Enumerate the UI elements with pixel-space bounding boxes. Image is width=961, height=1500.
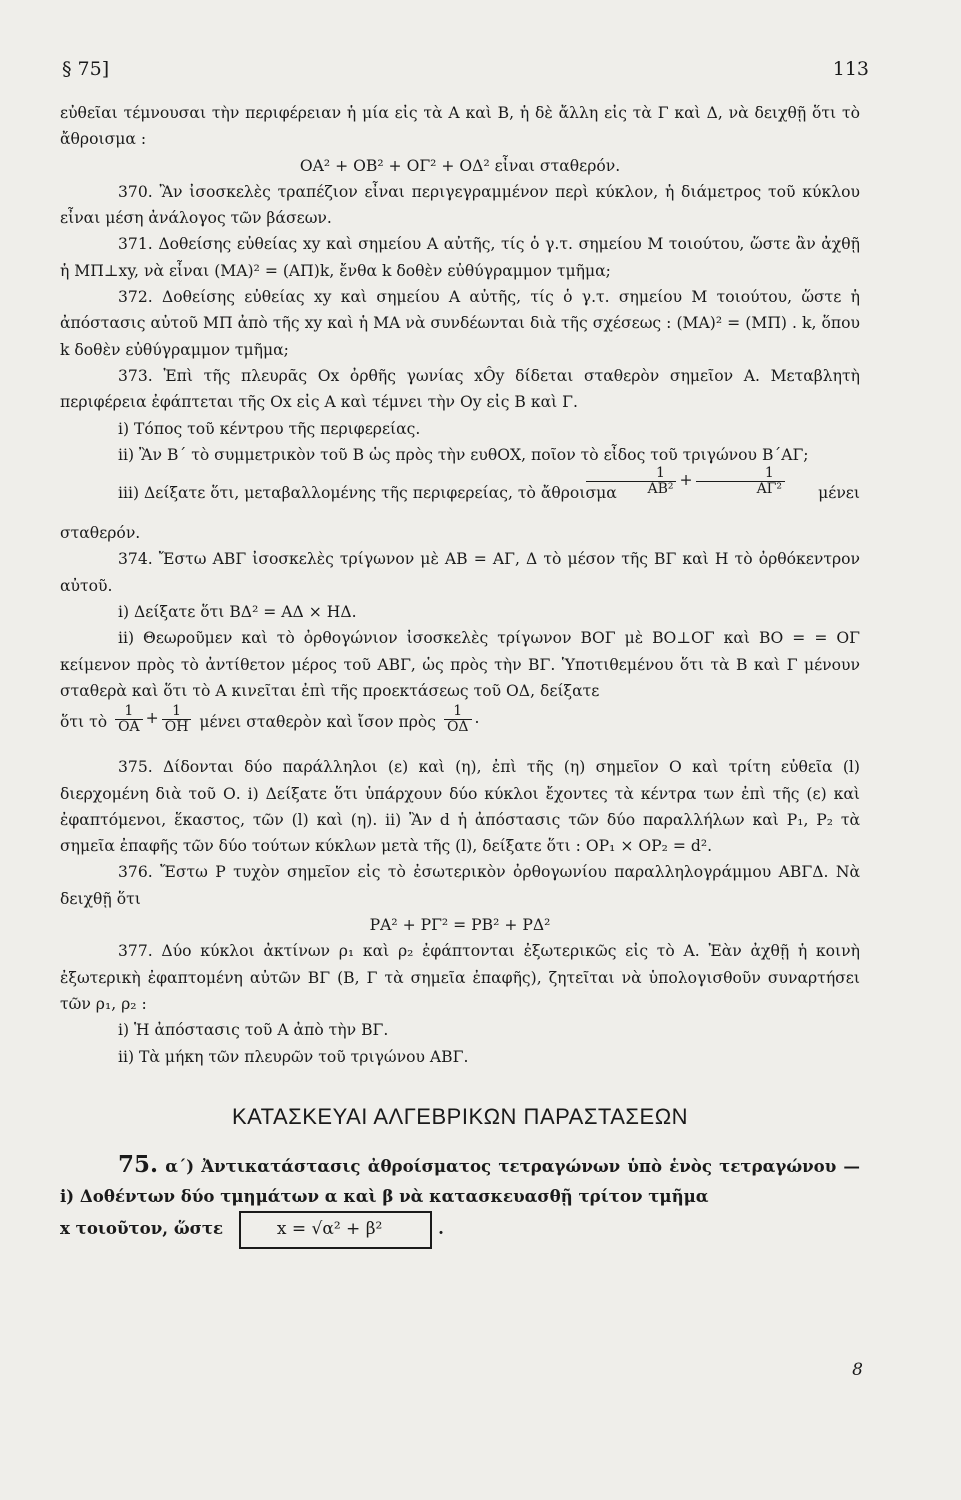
problem-373-iii xyxy=(60,465,860,520)
section-marker: § 75] xyxy=(62,58,110,80)
stathero-text: σταθερόν. xyxy=(60,524,141,543)
section-heading: ΚΑΤΑΣΚΕΥΑΙ ΑΛΓΕΒΡΙΚΩΝ ΠΑΡΑΣΤΑΣΕΩΝ xyxy=(231,1103,689,1129)
problem-372: 372. Δοθείσης εὐθείας xy καὶ σημείου Α αὐτῆς, τίς ὁ γ.τ. σημείου Μ τοιούτου, ὥστε ἡ ἀπόστασις αὐτοῦ ΜΠ ἀπὸ τῆς xy καὶ ἡ ΜΑ νὰ συνδέωνται διὰ τῆς σχέσεως : (ΜΑ)² = (ΜΠ) . k, ὅπου k δοθὲν εὐθύγραμμον τμῆμα; xyxy=(60,288,860,359)
article-number: 75. xyxy=(118,1151,159,1179)
problem-373: 373. Ἐπὶ τῆς πλευρᾶς Οx ὀρθῆς γωνίας xÔy δίδεται σταθερὸν σημεῖον Α. Μεταβλητὴ περιφέρεια ἐφάπτεται τῆς Οx εἰς Α καὶ τέμνει τὴν Οy εἰς Β καὶ Γ. xyxy=(60,366,860,412)
article-75 xyxy=(60,1150,860,1211)
page-number: 113 xyxy=(832,58,869,80)
formula-369: ΟΑ² + ΟΒ² + ΟΓ² + ΟΔ² εἶναι σταθερόν. xyxy=(299,156,621,175)
problem-371: 371. Δοθείσης εὐθείας xy καὶ σημείου Α αὐτῆς, τίς ὁ γ.τ. σημείου Μ τοιούτου, ὥστε ἂν ἀχθῇ ἡ ΜΠ⊥xy, νὰ εἶναι (ΜΑ)² = (ΑΠ)k, ἔνθα k δοθὲν εὐθύγραμμον τμῆμα; xyxy=(60,235,860,280)
boxed-formula: x = √α² + β² xyxy=(239,1211,432,1249)
menei-stathero-text: μένει σταθερὸν καὶ ἴσον πρὸς xyxy=(199,713,436,732)
problem-377-i: i) Ἡ ἀπόστασις τοῦ Α ἀπὸ τὴν ΒΓ. xyxy=(118,1021,389,1040)
problem-374: 374. Ἔστω ΑΒΓ ἰσοσκελὲς τρίγωνον μὲ ΑΒ = ΑΓ, Δ τὸ μέσον τῆς ΒΓ καὶ Η τὸ ὀρθόκεντρον αὐτοῦ. xyxy=(60,550,860,595)
article-text: α΄) Ἀντικατάστασις ἀθροίσματος τετραγώνων ὑπὸ ἑνὸς τετραγώνου — i) Δοθέντων δύο τμημάτων α καὶ β νὰ κατασκευασθῇ τρίτον τμῆμα xyxy=(60,1156,860,1207)
fraction-1-oa: $\frac{1}{OA}$ xyxy=(115,704,143,734)
problem-376: 376. Ἔστω Ρ τυχὸν σημεῖον εἰς τὸ ἐσωτερικὸν ὀρθογωνίου παραλληλογράμμου ΑΒΓΔ. Νὰ δειχθῇ ὅτι xyxy=(60,863,860,908)
oti-to-text: ὅτι τὸ xyxy=(60,713,108,732)
problem-373-iii-text: iii) Δείξατε ὅτι, μεταβαλλομένης τῆς περιφερείας, τὸ ἄθροισμα xyxy=(118,484,617,503)
fraction-1-ab: $\frac{1}{\text{ΑΒ²}}$ xyxy=(586,466,676,496)
problem-373-ii: ii) Ἂν Β΄ τὸ συμμετρικὸν τοῦ Β ὡς πρὸς τὴν ευθΟΧ, ποῖον τὸ εἶδος τοῦ τριγώνου Β΄ΑΓ; xyxy=(118,445,809,464)
problem-374-i: i) Δείξατε ὅτι ΒΔ² = ΑΔ × ΗΔ. xyxy=(118,603,357,622)
article-tail: x τοιοῦτον, ὥστε xyxy=(60,1218,224,1239)
problem-377-ii: ii) Τὰ μήκη τῶν πλευρῶν τοῦ τριγώνου ΑΒΓ. xyxy=(118,1047,469,1066)
problem-374-ii-formula: ὅτι τὸ $\frac{1}{OA}$ + $\frac{1}{OH}$ μένει σταθερὸν καὶ ἴσον πρὸς $\frac{1}{O\Delta}$ . xyxy=(60,703,480,735)
problem-370: 370. Ἂν ἰσοσκελὲς τραπέζιον εἶναι περιγεγραμμένον περὶ κύκλον, ἡ διάμετρος τοῦ κύκλου εἶναι μέση ἀνάλογος τῶν βάσεων. xyxy=(60,182,860,228)
fraction-1-oh: $\frac{1}{OH}$ xyxy=(162,704,192,734)
article-end: . xyxy=(438,1218,444,1239)
fraction-1-ag: $\frac{1}{\text{ΑΓ²}}$ xyxy=(696,466,785,496)
page-header xyxy=(62,58,869,92)
page-body xyxy=(60,100,860,1249)
paragraph-369-end: εὐθεῖαι τέμνουσαι τὴν περιφέρειαν ἡ μία εἰς τὰ Α καὶ Β, ἡ δὲ ἄλλη εἰς τὰ Γ καὶ Δ, νὰ δειχθῇ ὅτι τὸ ἄθροισμα : xyxy=(60,104,860,149)
problem-373-i: i) Τόπος τοῦ κέντρου τῆς περιφερείας. xyxy=(118,419,421,438)
fraction-1-od: $\frac{1}{O\Delta}$ xyxy=(444,704,472,734)
problem-374-ii: ii) Θεωροῦμεν καὶ τὸ ὀρθογώνιον ἰσοσκελὲς τρίγωνον ΒΟΓ μὲ ΒΟ⊥ΟΓ καὶ ΒΟ = = ΟΓ κείμενον πρὸς τὸ ἀντίθετον μέρος τοῦ ΑΒΓ, ὡς πρὸς τὴν ΒΓ. Ὑποτιθεμένου ὅτι τὰ Β καὶ Γ μένουν σταθερὰ καὶ ὅτι τὸ Α κινεῖται ἐπὶ τῆς προεκτάσεως τοῦ ΟΔ, δείξατε xyxy=(60,629,860,700)
problem-377: 377. Δύο κύκλοι ἀκτίνων ρ₁ καὶ ρ₂ ἐφάπτονται ἐξωτερικῶς εἰς τὸ Α. Ἐὰν ἀχθῇ ἡ κοινὴ ἐξωτερικὴ ἐφαπτομένη αὐτῶν ΒΓ (Β, Γ τὰ σημεῖα ἐπαφῆς), ζητεῖται νὰ ὑπολογισθοῦν συναρτήσει τῶν ρ₁, ρ₂ : xyxy=(60,942,860,1013)
article-75-formula-line xyxy=(60,1211,860,1249)
formula-376: ΡΑ² + ΡΓ² = ΡΒ² + ΡΔ² xyxy=(369,916,551,935)
problem-375: 375. Δίδονται δύο παράλληλοι (ε) καὶ (η), ἐπὶ τῆς (η) σημεῖον Ο καὶ τρίτη εὐθεῖα (l) διερχομένη διὰ τοῦ Ο. i) Δείξατε ὅτι ὑπάρχουν δύο κύκλοι ἔχοντες τὰ κέντρα των ἐπὶ τῆς (ε) καὶ ἐφαπτόμενοι, ἕκαστος, τῶν (l) καὶ (η). ii) Ἂν d ἡ ἀπόστασις τῶν δύο παραλλήλων καὶ Ρ₁, Ρ₂ τὰ σημεῖα ἐπαφῆς τῶν δύο τούτων κύκλων μετὰ τῆς (l), δείξατε ὅτι : ΟΡ₁ × ΟΡ₂ = d². xyxy=(60,758,860,856)
signature-mark: 8 xyxy=(852,1360,863,1380)
sum-fraction: $\frac{1}{\text{ΑΒ²}}$ + $\frac{1}{\text{ΑΓ²}}$ xyxy=(525,466,788,496)
menei-text: μένει xyxy=(818,484,860,503)
